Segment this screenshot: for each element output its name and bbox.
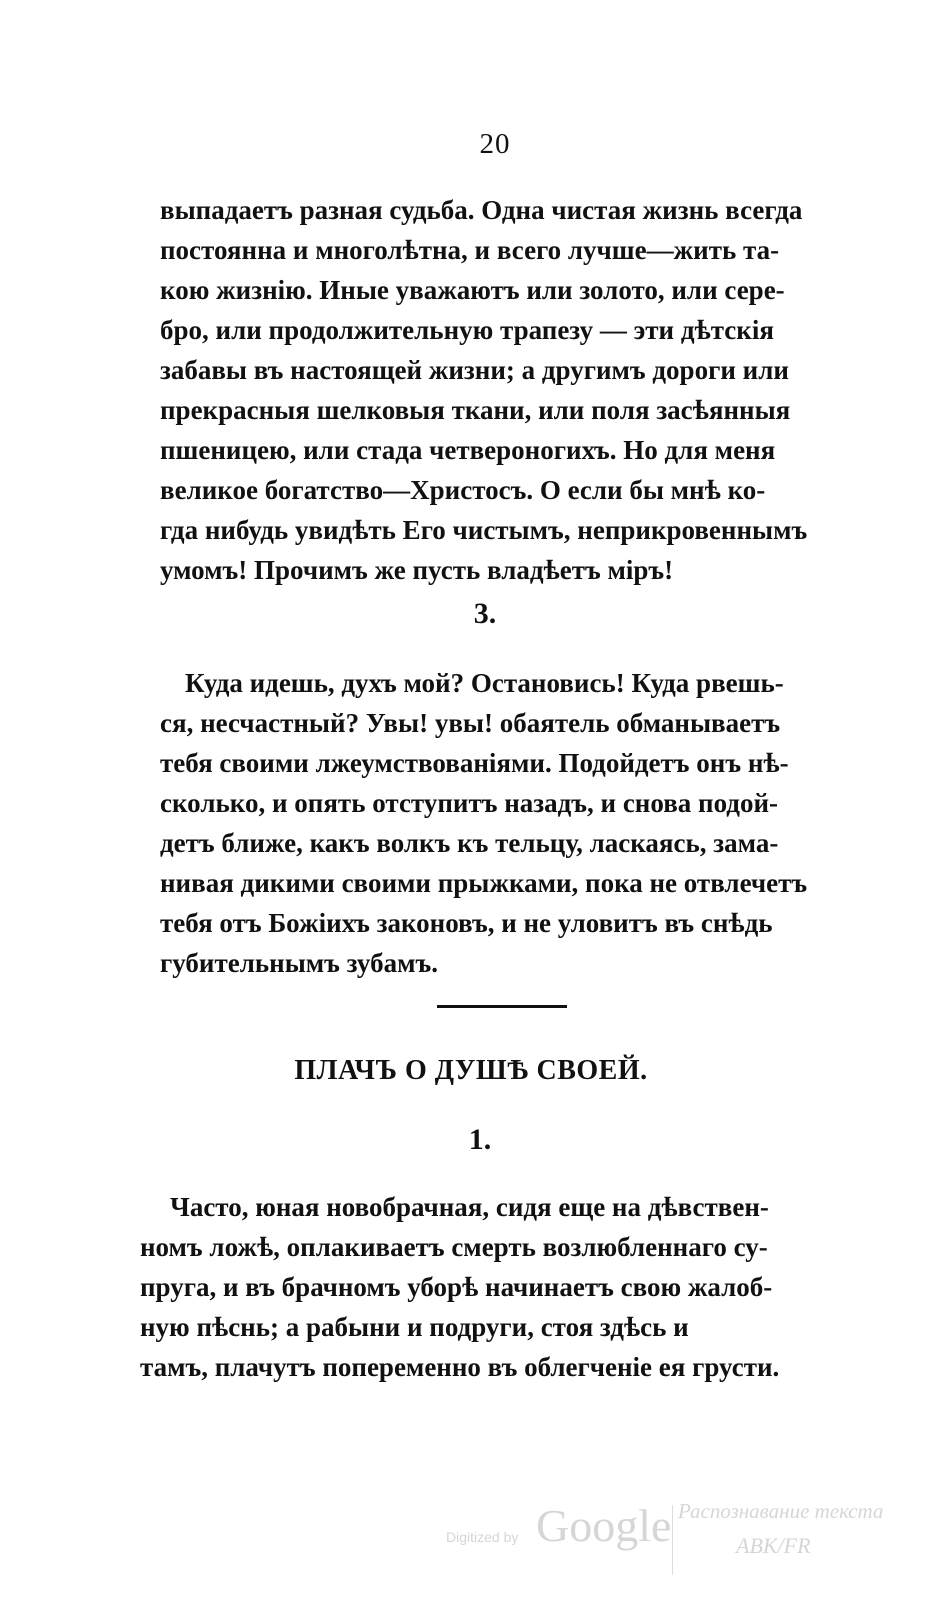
google-logo: Google bbox=[536, 1500, 672, 1551]
text-line: нивая дикими своими прыжками, пока не отвлечетъ bbox=[160, 868, 808, 898]
digitization-watermark bbox=[440, 1465, 940, 1585]
text-line: кою жизнію. Иные уважаютъ или золото, или сере- bbox=[160, 275, 785, 305]
text-line: тебя отъ Божіихъ законовъ, и не уловитъ въ снѣдь bbox=[160, 908, 773, 938]
text-line: гда нибудь увидѣть Его чистымъ, неприкровеннымъ bbox=[160, 515, 808, 545]
text-line: великое богатство—Христосъ. О если бы мнѣ ко- bbox=[160, 475, 766, 505]
text-line: бро, или продолжительную трапезу — эти дѣтскія bbox=[160, 315, 774, 345]
digitized-by-label: Digitized by bbox=[446, 1529, 519, 1545]
text-line: тебя своими лжеумствованіями. Подойдетъ онъ нѣ- bbox=[160, 748, 789, 778]
text-line: губительнымъ зубамъ. bbox=[160, 948, 438, 978]
text-line: прекрасныя шелковыя ткани, или поля засѣянныя bbox=[160, 395, 791, 425]
page-number: 20 bbox=[479, 128, 511, 160]
chapter-heading: ПЛАЧЪ О ДУШѢ СВОЕЙ. bbox=[294, 1055, 648, 1086]
text-line: сколько, и опять отступитъ назадъ, и снова подой- bbox=[160, 788, 779, 818]
text-line: пруга, и въ брачномъ уборѣ начинаетъ свою жалоб- bbox=[140, 1272, 773, 1302]
text-line: Куда идешь, духъ мой? Остановись! Куда рвешь- bbox=[185, 668, 784, 698]
text-line: номъ ложѣ, оплакиваетъ смерть возлюбленнаго су- bbox=[140, 1232, 768, 1262]
text-line: детъ ближе, какъ волкъ къ тельцу, ласкаясь, зама- bbox=[160, 828, 779, 858]
text-line: постоянна и многолѣтна, и всего лучше—жить та- bbox=[160, 235, 780, 265]
section-number: 3. bbox=[473, 597, 497, 630]
section-number: 1. bbox=[468, 1123, 492, 1156]
text-line: пшеницею, или стада четвероногихъ. Но для меня bbox=[160, 435, 776, 465]
watermark-divider bbox=[672, 1505, 673, 1575]
recognition-label: Распознавание текста bbox=[678, 1499, 884, 1523]
text-line: выпадаетъ разная судьба. Одна чистая жизнь всегда bbox=[160, 195, 803, 225]
text-line: умомъ! Прочимъ же пусть владѣетъ міръ! bbox=[160, 555, 674, 585]
text-line: ную пѣснь; а рабыни и подруги, стоя здѣсь и bbox=[140, 1312, 689, 1342]
text-line: забавы въ настоящей жизни; а другимъ дороги или bbox=[160, 355, 789, 385]
text-line: Часто, юная новобрачная, сидя еще на дѣвствен- bbox=[170, 1192, 769, 1222]
abbyy-label: ABK/FR bbox=[736, 1533, 811, 1558]
text-line: ся, несчастный? Увы! увы! обаятель обманываетъ bbox=[160, 708, 781, 738]
section-divider bbox=[437, 1005, 567, 1008]
text-line: тамъ, плачутъ попеременно въ облегченіе ея грусти. bbox=[140, 1352, 780, 1382]
